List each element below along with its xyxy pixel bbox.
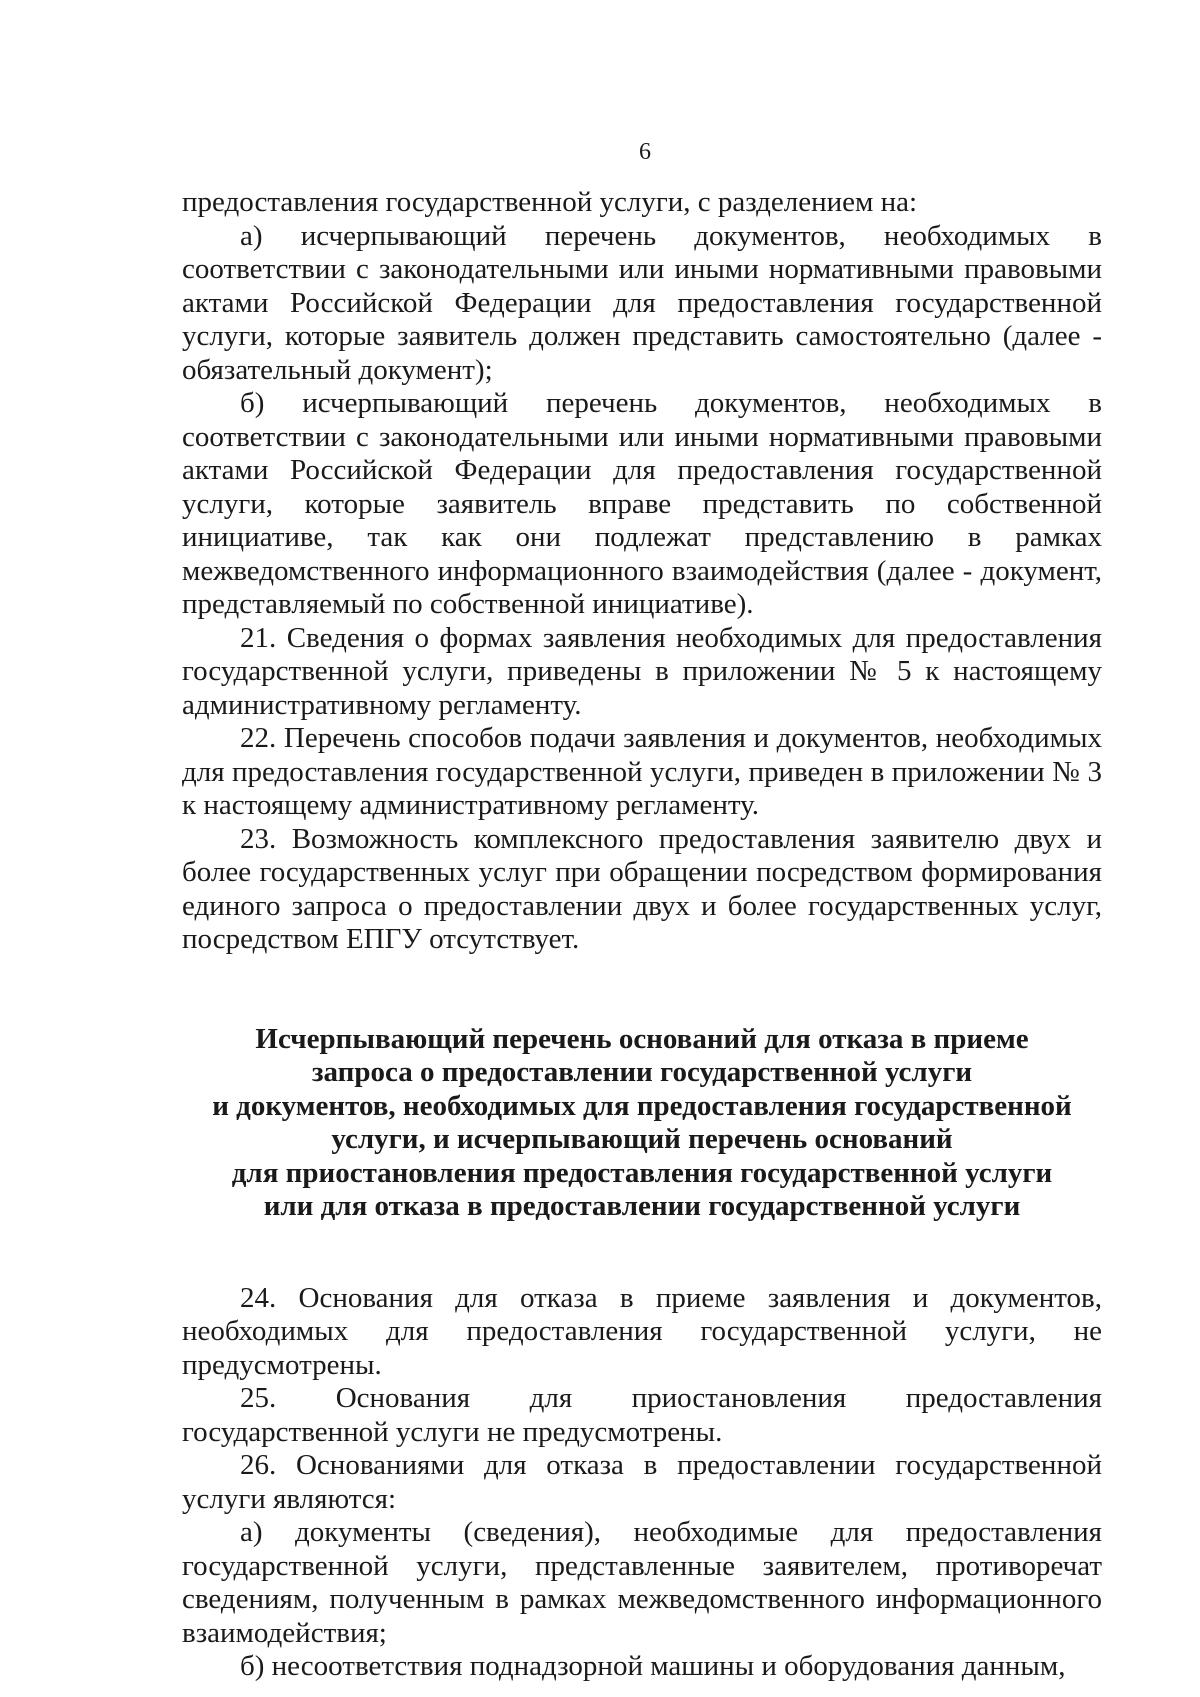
heading-line: и документов, необходимых для предоставления государственной <box>212 1089 1072 1122</box>
paragraph-26: 26. Основаниями для отказа в предоставлении государственной услуги являются: <box>182 1449 1102 1515</box>
page-number: 6 <box>639 139 651 165</box>
heading-line: или для отказа в предоставлении государственной услуги <box>263 1190 1021 1222</box>
heading-line: для приостановления предоставления государственной услуги <box>231 1156 1053 1189</box>
paragraph-22: 22. Перечень способов подачи заявления и документов, необходимых для предоставления государственной услуги, приведен в приложении № 3 к настоящему административному регламенту. <box>182 722 1102 821</box>
paragraph-26-item-b: б) несоответствия поднадзорной машины и оборудования данным, <box>240 1650 1066 1682</box>
paragraph-item-a: а) исчерпывающий перечень документов, необходимых в соответствии с законодательными или иными нормативными правовыми актами Российской Федерации для предоставления государственной услуги, которые заявитель должен представить самостоятельно (далее - обязательный документ); <box>182 219 1102 386</box>
paragraph-24: 24. Основания для отказа в приеме заявления и документов, необходимых для предоставления государственной услуги, не предусмотрены. <box>182 1281 1102 1381</box>
paragraph-item-b: б) исчерпывающий перечень документов, необходимых в соответствии с законодательными или иными нормативными правовыми актами Российской Федерации для предоставления государственной услуги, которые заявитель вправе представить по собственной инициативе, так как они подлежат представлению в рамках межведомственного информационного взаимодействия (далее - документ, представляемый по собственной инициативе). <box>182 387 1102 620</box>
paragraph-21: 21. Сведения о формах заявления необходимых для предоставления государственной услуги, приведены в приложении № 5 к настоящему административному регламенту. <box>182 621 1102 721</box>
section-heading <box>182 1023 1102 1224</box>
heading-line: услуги, и исчерпывающий перечень оснований <box>331 1123 953 1155</box>
paragraph-25: 25. Основания для приостановления предоставления государственной услуги не предусмотрены. <box>182 1382 1102 1448</box>
paragraph-continuation: предоставления государственной услуги, с разделением на: <box>182 186 918 218</box>
document-body <box>182 186 1102 1684</box>
heading-line: запроса о предоставлении государственной услуги <box>311 1056 973 1088</box>
paragraph-26-item-a: а) документы (сведения), необходимые для предоставления государственной услуги, представленные заявителем, противоречат сведениям, полученным в рамках межведомственного информационного взаимодействия; <box>182 1516 1102 1649</box>
paragraph-23: 23. Возможность комплексного предоставления заявителю двух и более государственных услуг при обращении посредством формирования единого запроса о предоставлении двух и более государственных услуг, посредством ЕПГУ отсутствует. <box>182 822 1102 955</box>
heading-line: Исчерпывающий перечень оснований для отказа в приеме <box>255 1022 1029 1055</box>
